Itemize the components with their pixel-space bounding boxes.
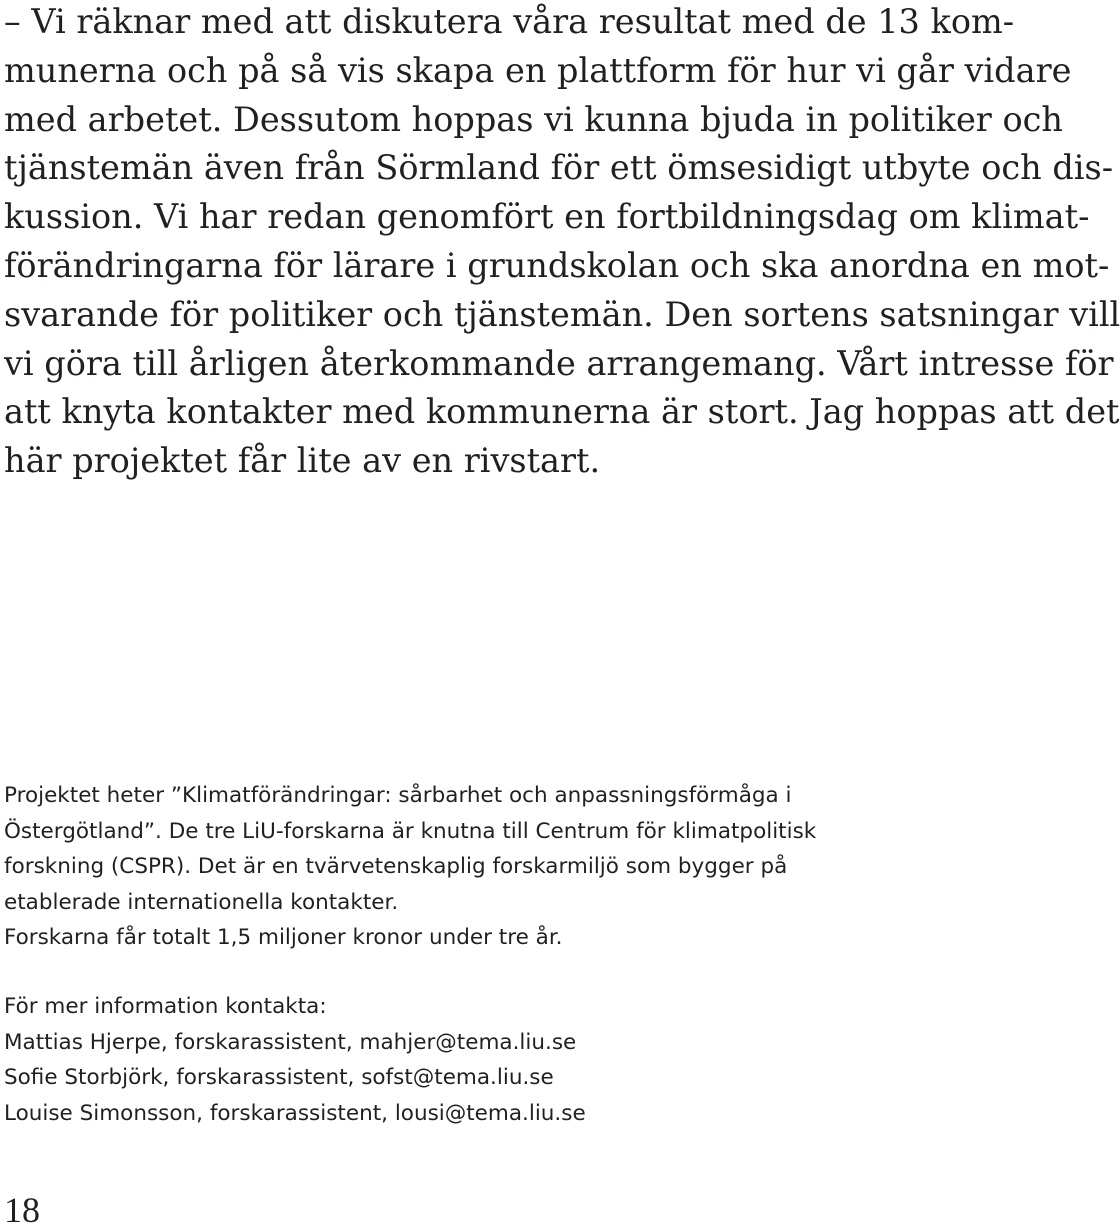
page-number: 18 <box>4 1190 40 1230</box>
contact-person <box>4 1060 956 1096</box>
article-line: med arbetet. Dessutom hoppas vi kunna bjuda in politiker och <box>4 99 1063 139</box>
article-line: här projektet får lite av en rivstart. <box>4 441 601 481</box>
article-line: munerna och på så vis skapa en plattform för hur vi går vidare <box>4 50 1072 90</box>
project-info-line: Forskarna får totalt 1,5 miljoner kronor under tre år. <box>4 925 563 950</box>
article-line: vi göra till årligen återkommande arrangemang. Vårt intresse för <box>4 343 1114 383</box>
email-link[interactable]: lousi@tema.liu.se <box>394 1100 586 1126</box>
email-link[interactable]: sofst@tema.liu.se <box>361 1065 554 1090</box>
project-info-line: Östergötland”. De tre LiU-forskarna är knutna till Centrum för klimatpolitisk <box>4 818 817 844</box>
project-info-line: forskning (CSPR). Det är en tvärvetenskaplig forskarmiljö som bygger på <box>4 854 788 879</box>
article-line: kussion. Vi har redan genomfört en fortbildningsdag om klimat- <box>4 197 1090 237</box>
contact-person-details: Louise Simonsson, forskarassistent, <box>4 1100 395 1126</box>
article-body-text <box>4 0 1120 486</box>
contact-heading: För mer information kontakta: <box>4 994 327 1019</box>
project-info-line: Projektet heter ”Klimatförändringar: sårbarhet och anpassningsförmåga i <box>4 783 792 808</box>
article-line: att knyta kontakter med kommunerna är stort. Jag hoppas att det <box>4 392 1120 432</box>
contact-person-details: Sofie Storbjörk, forskarassistent, <box>4 1065 362 1090</box>
article-line: – Vi räknar med att diskutera våra resultat med de 13 kom- <box>4 2 1015 41</box>
project-info-box <box>4 778 956 956</box>
contact-person <box>4 1025 956 1061</box>
project-info-line: etablerade internationella kontakter. <box>4 889 399 915</box>
contact-person-details: Mattias Hjerpe, forskarassistent, <box>4 1029 360 1055</box>
article-line: tjänstemän även från Sörmland för ett ömsesidigt utbyte och dis- <box>4 148 1114 188</box>
email-link[interactable]: mahjer@tema.liu.se <box>359 1029 577 1055</box>
contact-person <box>4 1096 956 1132</box>
contact-info-box <box>4 989 956 1131</box>
article-line: svarande för politiker och tjänstemän. Den sortens satsningar vill <box>4 294 1120 334</box>
article-line: förändringarna för lärare i grundskolan och ska anordna en mot- <box>4 245 1110 285</box>
